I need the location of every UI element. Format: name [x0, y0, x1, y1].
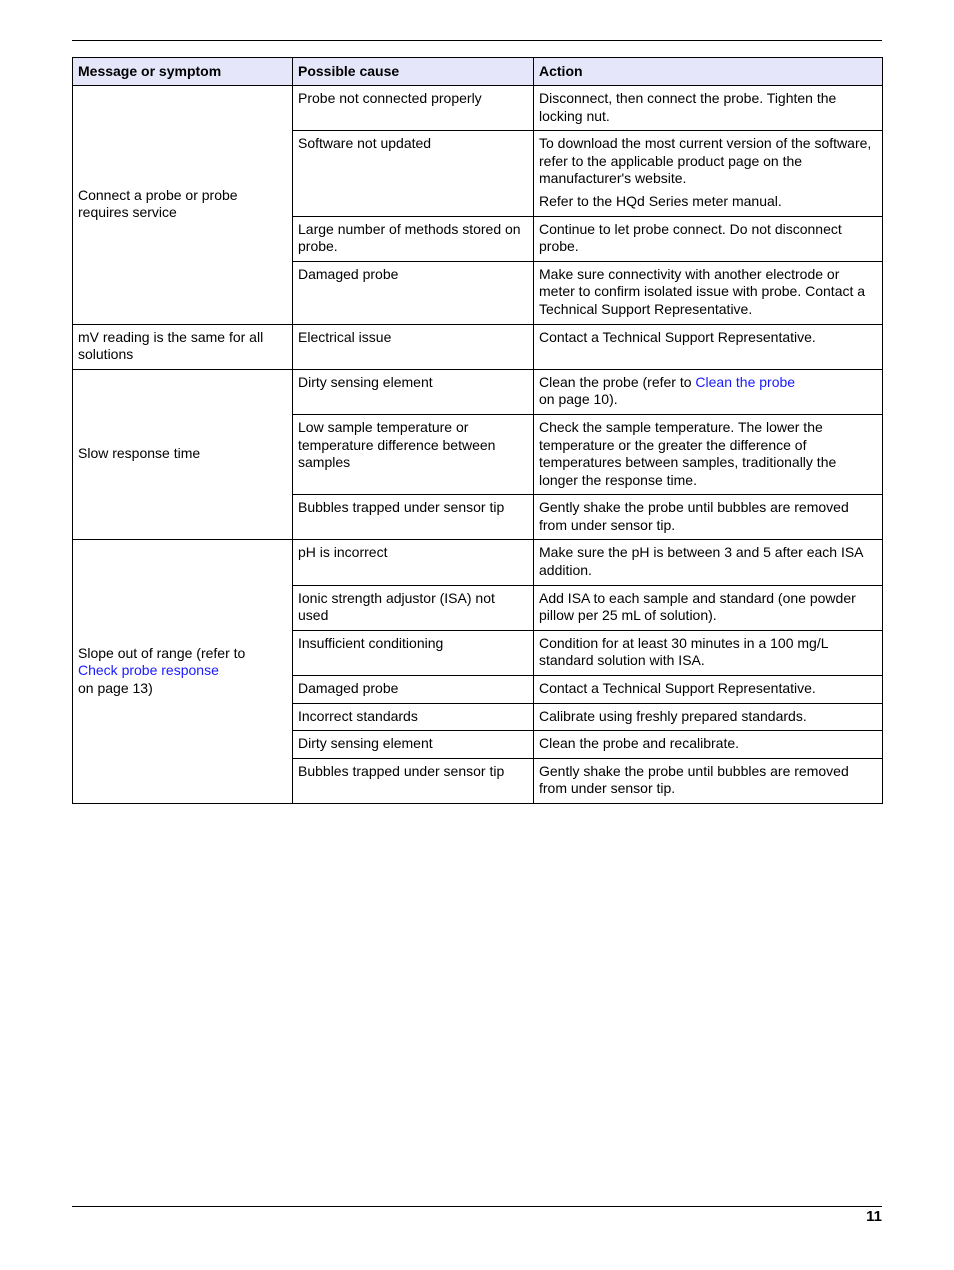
- check-probe-response-link[interactable]: Check probe response: [78, 662, 219, 679]
- symptom-text-post: on page 13): [78, 680, 153, 697]
- cause-cell: Insufficient conditioning: [293, 630, 534, 675]
- table-row: [73, 324, 883, 369]
- header-action: Action: [534, 58, 883, 86]
- action-cell: Continue to let probe connect. Do not disconnect probe.: [534, 216, 883, 261]
- action-cell: Contact a Technical Support Representative.: [534, 676, 883, 704]
- action-cell: [534, 369, 883, 414]
- action-cell: Gently shake the probe until bubbles are removed from under sensor tip.: [534, 495, 883, 540]
- action-cell: Disconnect, then connect the probe. Tighten the locking nut.: [534, 86, 883, 131]
- table-header-row: [73, 58, 883, 86]
- troubleshooting-table: [72, 57, 883, 804]
- clean-the-probe-link[interactable]: Clean the probe: [695, 373, 796, 390]
- cause-cell: Low sample temperature or temperature difference between samples: [293, 414, 534, 494]
- cause-cell: Electrical issue: [293, 324, 534, 369]
- cause-cell: pH is incorrect: [293, 540, 534, 585]
- action-text: Clean the probe (refer to: [539, 373, 696, 390]
- action-cell: Make sure connectivity with another electrode or meter to confirm isolated issue with probe. Contact a Technical Support Representative.: [534, 261, 883, 324]
- footer-rule: [72, 1206, 882, 1207]
- cause-cell: Large number of methods stored on probe.: [293, 216, 534, 261]
- symptom-cell: Connect a probe or probe requires service: [73, 86, 293, 325]
- action-cell: Clean the probe and recalibrate.: [534, 731, 883, 759]
- symptom-text: Slope out of range (refer to: [78, 644, 246, 661]
- header-rule: [72, 40, 882, 41]
- table-row: [73, 540, 883, 585]
- action-cell: [534, 131, 883, 216]
- cause-cell: Incorrect standards: [293, 703, 534, 731]
- table-row: [73, 86, 883, 131]
- action-text-post: on page 10).: [539, 391, 618, 408]
- cause-cell: Dirty sensing element: [293, 369, 534, 414]
- symptom-cell: Slow response time: [73, 369, 293, 540]
- symptom-cell: [73, 540, 293, 804]
- action-cell: Make sure the pH is between 3 and 5 after each ISA addition.: [534, 540, 883, 585]
- cause-cell: Damaged probe: [293, 676, 534, 704]
- action-cell: Condition for at least 30 minutes in a 100 mg/L standard solution with ISA.: [534, 630, 883, 675]
- action-cell: Gently shake the probe until bubbles are removed from under sensor tip.: [534, 758, 883, 803]
- header-cause: Possible cause: [293, 58, 534, 86]
- action-cell: Calibrate using freshly prepared standards.: [534, 703, 883, 731]
- action-cell: Contact a Technical Support Representative.: [534, 324, 883, 369]
- cause-cell: Ionic strength adjustor (ISA) not used: [293, 585, 534, 630]
- cause-cell: Dirty sensing element: [293, 731, 534, 759]
- action-text-extra: Refer to the HQd Series meter manual.: [539, 192, 782, 209]
- action-cell: Add ISA to each sample and standard (one powder pillow per 25 mL of solution).: [534, 585, 883, 630]
- cause-cell: Bubbles trapped under sensor tip: [293, 495, 534, 540]
- cause-cell: Damaged probe: [293, 261, 534, 324]
- action-cell: Check the sample temperature. The lower the temperature or the greater the difference of temperatures between samples, traditionally the longer the response time.: [534, 414, 883, 494]
- header-symptom: Message or symptom: [73, 58, 293, 86]
- cause-cell: Software not updated: [293, 131, 534, 216]
- page-number: 11: [866, 1208, 882, 1225]
- action-text: To download the most current version of the software, refer to the applicable product page on the manufacturer's website.: [539, 135, 872, 187]
- cause-cell: Bubbles trapped under sensor tip: [293, 758, 534, 803]
- cause-cell: Probe not connected properly: [293, 86, 534, 131]
- table-row: [73, 369, 883, 414]
- symptom-cell: mV reading is the same for all solutions: [73, 324, 293, 369]
